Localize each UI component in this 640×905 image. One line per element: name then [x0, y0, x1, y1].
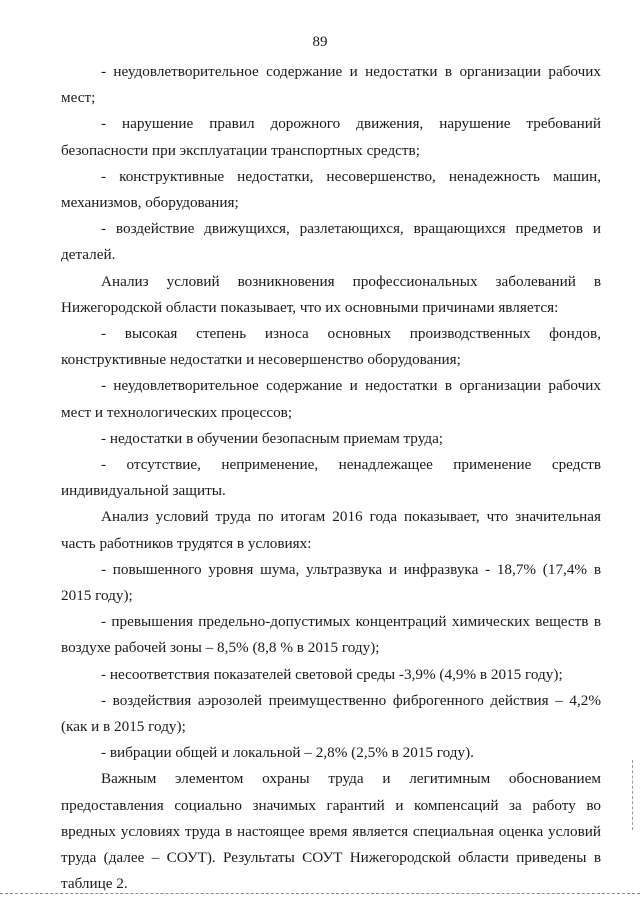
paragraph-working-conditions-intro: Анализ условий труда по итогам 2016 года показывает, что значительная часть работников трудятся в условиях:: [61, 508, 601, 552]
paragraph-technological-processes: - неудовлетворительное содержание и недостатки в организации рабочих мест и технологических процессов;: [61, 377, 601, 421]
paragraph-protective-equipment: - отсутствие, неприменение, ненадлежащее применение средств индивидуальной защиты.: [61, 456, 601, 500]
paragraph-equipment-wear: - высокая степень износа основных производственных фондов, конструктивные недостатки и несовершенство оборудования;: [61, 325, 601, 369]
paragraph-special-assessment: Важным элементом охраны труда и легитимным обоснованием предоставления социально значимых гарантий и компенсаций за работу во вредных условиях труда в настоящее время является специальная оценка условий труда (далее – СОУТ). Результаты СОУТ Нижегородской области приведены в таблице 2.: [61, 770, 601, 893]
scan-edge-bottom: [0, 893, 640, 895]
paragraph-vibration: - вибрации общей и локальной – 2,8% (2,5% в 2015 году).: [101, 744, 474, 762]
paragraph-lighting: - несоответствия показателей световой среды -3,9% (4,9% в 2015 году);: [101, 665, 563, 683]
paragraph-traffic-rules: - нарушение правил дорожного движения, нарушение требований безопасности при эксплуатации транспортных средств;: [61, 115, 601, 159]
scan-edge-right: [632, 760, 634, 830]
page-number: 89: [312, 34, 328, 50]
paragraph-safety-training: - недостатки в обучении безопасным приемам труда;: [101, 429, 444, 447]
paragraph-chemical-concentrations: - превышения предельно-допустимых концентраций химических веществ в воздухе рабочей зоны – 8,5% (8,8 % в 2015 году);: [61, 613, 601, 657]
paragraph-noise: - повышенного уровня шума, ультразвука и инфразвука - 18,7% (17,4% в 2015 году);: [61, 560, 601, 605]
paragraph-moving-objects: - воздействие движущихся, разлетающихся, вращающихся предметов и деталей.: [61, 220, 601, 264]
paragraph-design-flaws: - конструктивные недостатки, несовершенство, ненадежность машин, механизмов, оборудования;: [61, 167, 601, 212]
document-body: [61, 59, 601, 898]
paragraph-occupational-diseases-intro: Анализ условий возникновения профессиональных заболеваний в Нижегородской области показывает, что их основными причинами является:: [61, 272, 601, 316]
paragraph-aerosols: - воздействия аэрозолей преимущественно фиброгенного действия – 4,2% (как и в 2015 году);: [61, 691, 601, 736]
paragraph-workplace-organization: - неудовлетворительное содержание и недостатки в организации рабочих мест;: [61, 63, 601, 107]
